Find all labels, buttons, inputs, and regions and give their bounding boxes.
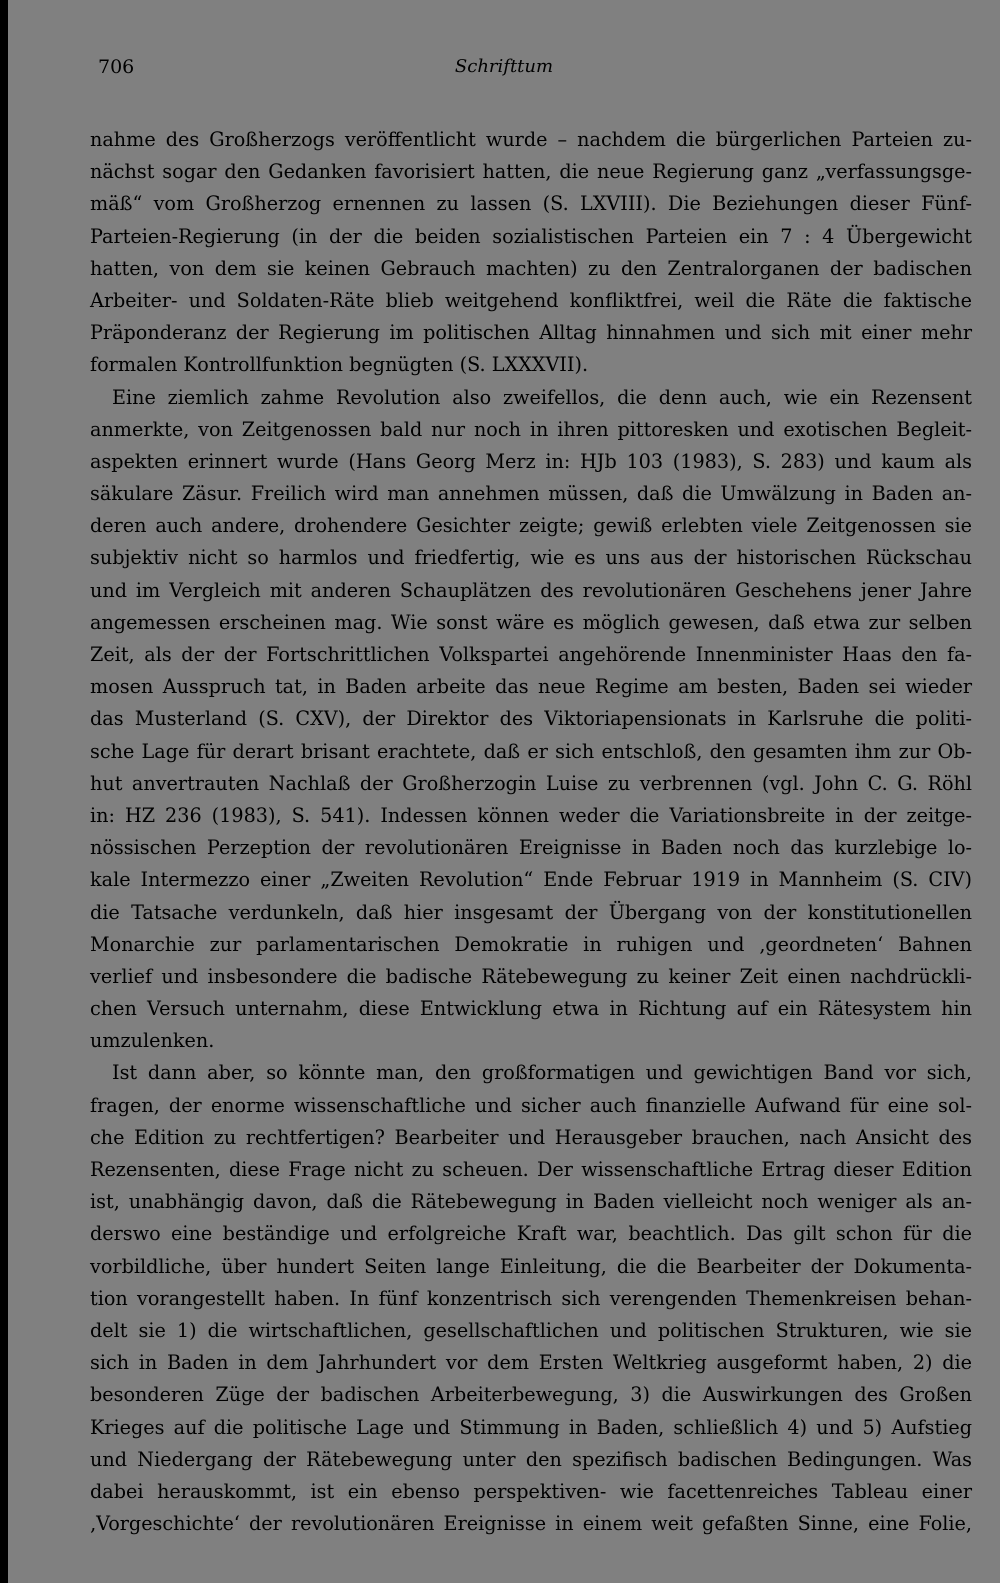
text-line: nössischen Perzeption der revolutionären Ereignisse in Baden noch das kurzlebige lo- bbox=[90, 836, 972, 860]
text-line: Eine ziemlich zahme Revolution also zweifellos, die denn auch, wie ein Rezensent bbox=[112, 385, 972, 409]
text-line: und im Vergleich mit anderen Schauplätzen des revolutionären Geschehens jener Jahre bbox=[90, 578, 972, 602]
text-line: säkulare Zäsur. Freilich wird man annehmen müssen, daß die Umwälzung in Baden an- bbox=[90, 482, 972, 506]
text-line: dabei herauskommt, ist ein ebenso perspektiven- wie facettenreiches Tableau einer bbox=[90, 1479, 972, 1503]
text-line: subjektiv nicht so harmlos und friedfertig, wie es uns aus der historischen Rückschau bbox=[90, 546, 972, 570]
text-line: Arbeiter- und Soldaten-Räte blieb weitgehend konfliktfrei, weil die Räte die faktische bbox=[90, 288, 972, 312]
text-line: und Niedergang der Rätebewegung unter den spezifisch badischen Bedingungen. Was bbox=[90, 1447, 972, 1471]
text-line: tion vorangestellt haben. In fünf konzentrisch sich verengenden Themenkreisen behan- bbox=[90, 1286, 972, 1310]
text-line: derswo eine beständige und erfolgreiche Kraft war, beachtlich. Das gilt schon für die bbox=[90, 1222, 972, 1246]
text-line: Ist dann aber, so könnte man, den großformatigen und gewichtigen Band vor sich, bbox=[112, 1061, 972, 1085]
text-line: sche Lage für derart brisant erachtete, daß er sich entschloß, den gesamten ihm zur Ob- bbox=[90, 739, 972, 763]
text-line: anmerkte, von Zeitgenossen bald nur noch in ihren pittoresken und exotischen Begleit- bbox=[90, 417, 972, 441]
text-line: die Tatsache verdunkeln, daß hier insgesamt der Übergang von der konstitutionellen bbox=[90, 900, 972, 924]
text-line: besonderen Züge der badischen Arbeiterbewegung, 3) die Auswirkungen des Großen bbox=[90, 1383, 972, 1407]
text-line: hut anvertrauten Nachlaß der Großherzogin Luise zu verbrennen (vgl. John C. G. Röhl bbox=[90, 771, 972, 795]
text-line: sich in Baden in dem Jahrhundert vor dem Ersten Weltkrieg ausgeformt haben, 2) die bbox=[90, 1351, 972, 1375]
text-line: verlief und insbesondere die badische Rätebewegung zu keiner Zeit einen nachdrückli- bbox=[90, 964, 972, 988]
text-line: delt sie 1) die wirtschaftlichen, gesellschaftlichen und politischen Strukturen, wie sie bbox=[90, 1318, 972, 1342]
text-line: che Edition zu rechtfertigen? Bearbeiter und Herausgeber brauchen, nach Ansicht des bbox=[90, 1125, 972, 1149]
text-line: chen Versuch unternahm, diese Entwicklung etwa in Richtung auf ein Rätesystem hin bbox=[90, 997, 972, 1021]
text-line: Zeit, als der der Fortschrittlichen Volkspartei angehörende Innenminister Haas den fa- bbox=[90, 643, 972, 666]
text-line: aspekten erinnert wurde (Hans Georg Merz in: HJb 103 (1983), S. 283) und kaum als bbox=[90, 449, 972, 473]
page-number: 706 bbox=[98, 56, 135, 78]
text-line: vorbildliche, über hundert Seiten lange Einleitung, die die Bearbeiter der Dokumenta- bbox=[90, 1254, 972, 1278]
text-line: umzulenken. bbox=[90, 1029, 215, 1053]
text-line: kale Intermezzo einer „Zweiten Revolution“ Ende Februar 1919 in Mannheim (S. CIV) bbox=[90, 868, 972, 892]
text-line: angemessen erscheinen mag. Wie sonst wäre es möglich gewesen, daß etwa zur selben bbox=[90, 610, 972, 634]
text-line: in: HZ 236 (1983), S. 541). Indessen können weder die Variationsbreite in der zeitge- bbox=[90, 803, 972, 827]
document-page bbox=[8, 0, 1000, 1583]
page-header bbox=[8, 52, 1000, 82]
body-text bbox=[90, 124, 972, 1540]
text-line: nächst sogar den Gedanken favorisiert hatten, die neue Regierung ganz „verfassungsge- bbox=[90, 160, 972, 184]
running-head: Schrifttum bbox=[454, 56, 554, 77]
text-line: deren auch andere, drohendere Gesichter zeigte; gewiß erlebten viele Zeitgenossen sie bbox=[90, 514, 972, 538]
text-line: formalen Kontrollfunktion begnügten (S. LXXXVII). bbox=[90, 353, 589, 377]
text-line: nahme des Großherzogs veröffentlicht wurde – nachdem die bürgerlichen Parteien zu- bbox=[90, 128, 972, 151]
text-line: Rezensenten, diese Frage nicht zu scheuen. Der wissenschaftliche Ertrag dieser Edition bbox=[90, 1158, 972, 1181]
text-line: Präponderanz der Regierung im politischen Alltag hinnahmen und sich mit einer mehr bbox=[90, 321, 972, 345]
text-line: mäß“ vom Großherzog ernennen zu lassen (S. LXVIII). Die Beziehungen dieser Fünf- bbox=[90, 192, 972, 216]
text-line: mosen Ausspruch tat, in Baden arbeite das neue Regime am besten, Baden sei wieder bbox=[90, 675, 972, 699]
text-line: Parteien-Regierung (in der die beiden sozialistischen Parteien ein 7 : 4 Übergewicht bbox=[90, 224, 972, 248]
text-line: ist, unabhängig davon, daß die Rätebewegung in Baden vielleicht noch weniger als an- bbox=[90, 1190, 972, 1214]
text-line: fragen, der enorme wissenschaftliche und sicher auch finanzielle Aufwand für eine sol- bbox=[90, 1093, 972, 1117]
text-line: hatten, von dem sie keinen Gebrauch machten) zu den Zentralorganen der badischen bbox=[90, 256, 972, 280]
text-line: ‚Vorgeschichte‘ der revolutionären Ereignisse in einem weit gefaßten Sinne, eine Folie, bbox=[90, 1512, 972, 1536]
text-line: das Musterland (S. CXV), der Direktor des Viktoriapensionats in Karlsruhe die politi- bbox=[90, 707, 972, 731]
text-line: Monarchie zur parlamentarischen Demokratie in ruhigen und ‚geordneten‘ Bahnen bbox=[90, 932, 972, 956]
text-line: Krieges auf die politische Lage und Stimmung in Baden, schließlich 4) und 5) Aufstieg bbox=[90, 1415, 972, 1439]
